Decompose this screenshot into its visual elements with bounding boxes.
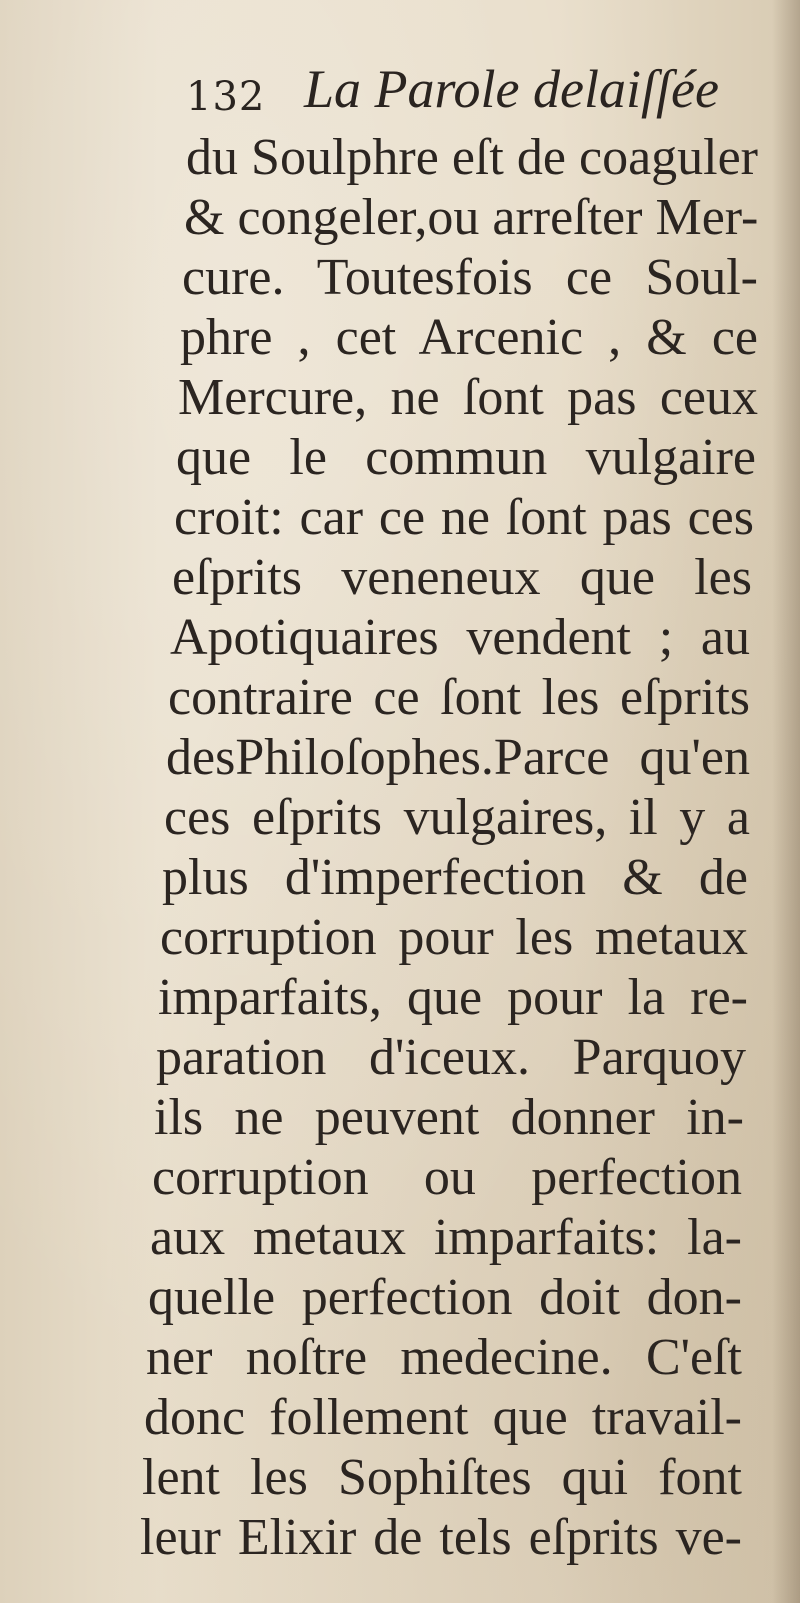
body-text — [140, 128, 760, 1568]
text-line: leur Elixir de tels eſprits ve- — [140, 1509, 742, 1566]
text-line: cure. Toutesfois ce Soul- — [182, 249, 758, 306]
text-line: imparfaits, que pour la re- — [158, 969, 748, 1026]
running-title: La Parole delaiſſée — [304, 59, 719, 119]
text-line: ils ne peuvent donner in- — [154, 1089, 744, 1146]
text-line: desPhiloſophes.Parce qu'en — [166, 729, 750, 786]
page-header — [186, 58, 746, 128]
text-line: ces eſprits vulgaires, il y a — [164, 789, 750, 846]
text-line: plus d'imperfection & de — [162, 849, 748, 906]
page-number: 132 — [186, 74, 266, 120]
text-line: ner noſtre medecine. C'eſt — [146, 1329, 742, 1386]
text-line: contraire ce ſont les eſprits — [168, 669, 750, 726]
text-line: quelle perfection doit don- — [148, 1269, 742, 1326]
text-line: Mercure, ne ſont pas ceux — [178, 369, 758, 426]
text-line: phre , cet Arcenic , & ce — [180, 309, 758, 366]
text-line: du Soulphre eſt de coaguler — [186, 129, 758, 186]
text-line: croit: car ce ne ſont pas ces — [174, 489, 754, 546]
text-line: Apotiquaires vendent ; au — [170, 609, 750, 666]
page-edge-shadow — [772, 0, 800, 1603]
text-line: eſprits veneneux que les — [172, 549, 752, 606]
text-line: que le commun vulgaire — [176, 429, 756, 486]
text-line: paration d'iceux. Parquoy — [156, 1029, 746, 1086]
text-line: aux metaux imparfaits: la- — [150, 1209, 742, 1266]
text-line: donc follement que travail- — [144, 1389, 742, 1446]
text-line: corruption pour les metaux — [160, 909, 748, 966]
text-line: lent les Sophiſtes qui font — [142, 1449, 742, 1506]
text-line: & congeler,ou arreſter Mer- — [184, 189, 759, 246]
text-line: corruption ou perfection — [152, 1149, 742, 1206]
